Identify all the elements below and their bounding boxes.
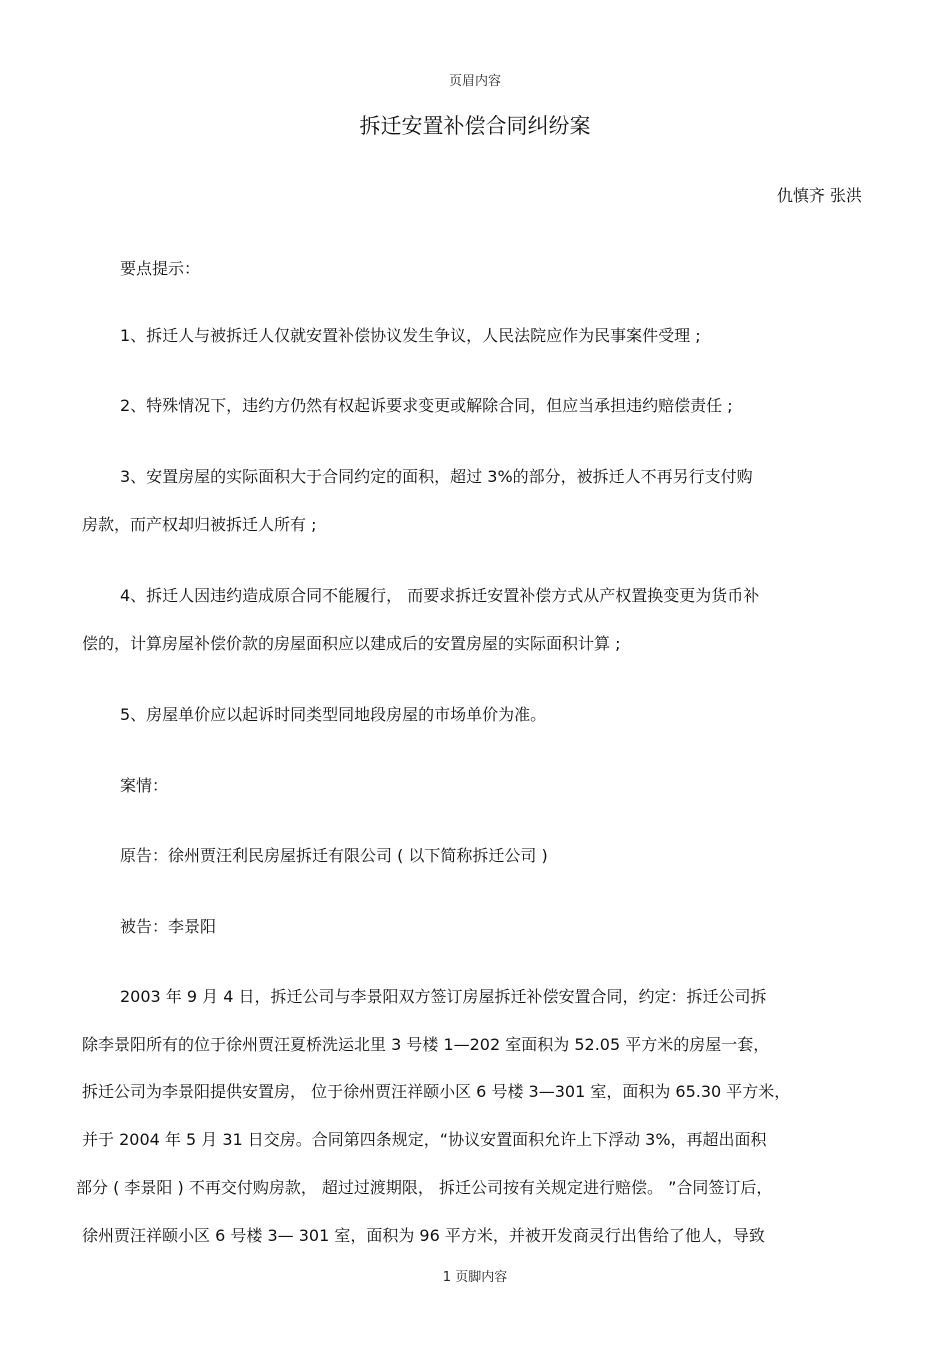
case-paragraph-line-4: 并于 2004 年 5 月 31 日交房。合同第四条规定，“协议安置面积允许上下浮动 3%，再超出面积 <box>82 1130 767 1149</box>
key-point-1: 1、拆迁人与被拆迁人仅就安置补偿协议发生争议，人民法院应作为民事案件受理 ; <box>120 326 701 345</box>
case-paragraph-line-3: 拆迁公司为李景阳提供安置房， 位于徐州贾汪祥颐小区 6 号楼 3—301 室，面积为 65.30 平方米， <box>82 1082 791 1101</box>
author-line: 仇慎齐 张洪 <box>776 186 862 205</box>
key-point-3-line-2: 房款，而产权却归被拆迁人所有 ; <box>82 515 317 534</box>
key-point-2: 2、特殊情况下，违约方仍然有权起诉要求变更或解除合同，但应当承担违约赔偿责任 ; <box>120 396 733 415</box>
key-point-4-line-2: 偿的，计算房屋补偿价款的房屋面积应以建成后的安置房屋的实际面积计算 ; <box>82 634 621 653</box>
case-paragraph-line-5: 部分 ( 李景阳 ) 不再交付购房款， 超过过渡期限， 拆迁公司按有关规定进行赔偿。 ”合同签订后， <box>76 1178 773 1197</box>
case-heading: 案情： <box>120 776 169 795</box>
case-paragraph-line-6: 徐州贾汪祥颐小区 6 号楼 3— 301 室，面积为 96 平方米，并被开发商灵行出售给了他人，导致 <box>82 1226 765 1245</box>
defendant-line: 被告：李景阳 <box>120 917 217 936</box>
plaintiff-line: 原告：徐州贾汪利民房屋拆迁有限公司 ( 以下简称拆迁公司 ) <box>120 846 548 865</box>
case-paragraph-line-2: 除李景阳所有的位于徐州贾汪夏桥洗运北里 3 号楼 1—202 室面积为 52.05 平方米的房屋一套， <box>82 1035 770 1054</box>
document-title: 拆迁安置补偿合同纠纷案 <box>359 114 591 138</box>
page-footer: 1 页脚内容 <box>442 1270 508 1285</box>
case-paragraph-line-1: 2003 年 9 月 4 日，拆迁公司与李景阳双方签订房屋拆迁补偿安置合同，约定：拆迁公司拆 <box>120 987 767 1006</box>
key-point-4-line-1: 4、拆迁人因违约造成原合同不能履行， 而要求拆迁安置补偿方式从产权置换变更为货币补 <box>120 586 760 605</box>
key-point-3-line-1: 3、安置房屋的实际面积大于合同约定的面积，超过 3%的部分，被拆迁人不再另行支付购 <box>120 467 753 486</box>
page-header: 页眉内容 <box>448 74 501 89</box>
key-points-heading: 要点提示： <box>120 259 201 278</box>
key-point-5: 5、房屋单价应以起诉时同类型同地段房屋的市场单价为准。 <box>120 705 547 724</box>
